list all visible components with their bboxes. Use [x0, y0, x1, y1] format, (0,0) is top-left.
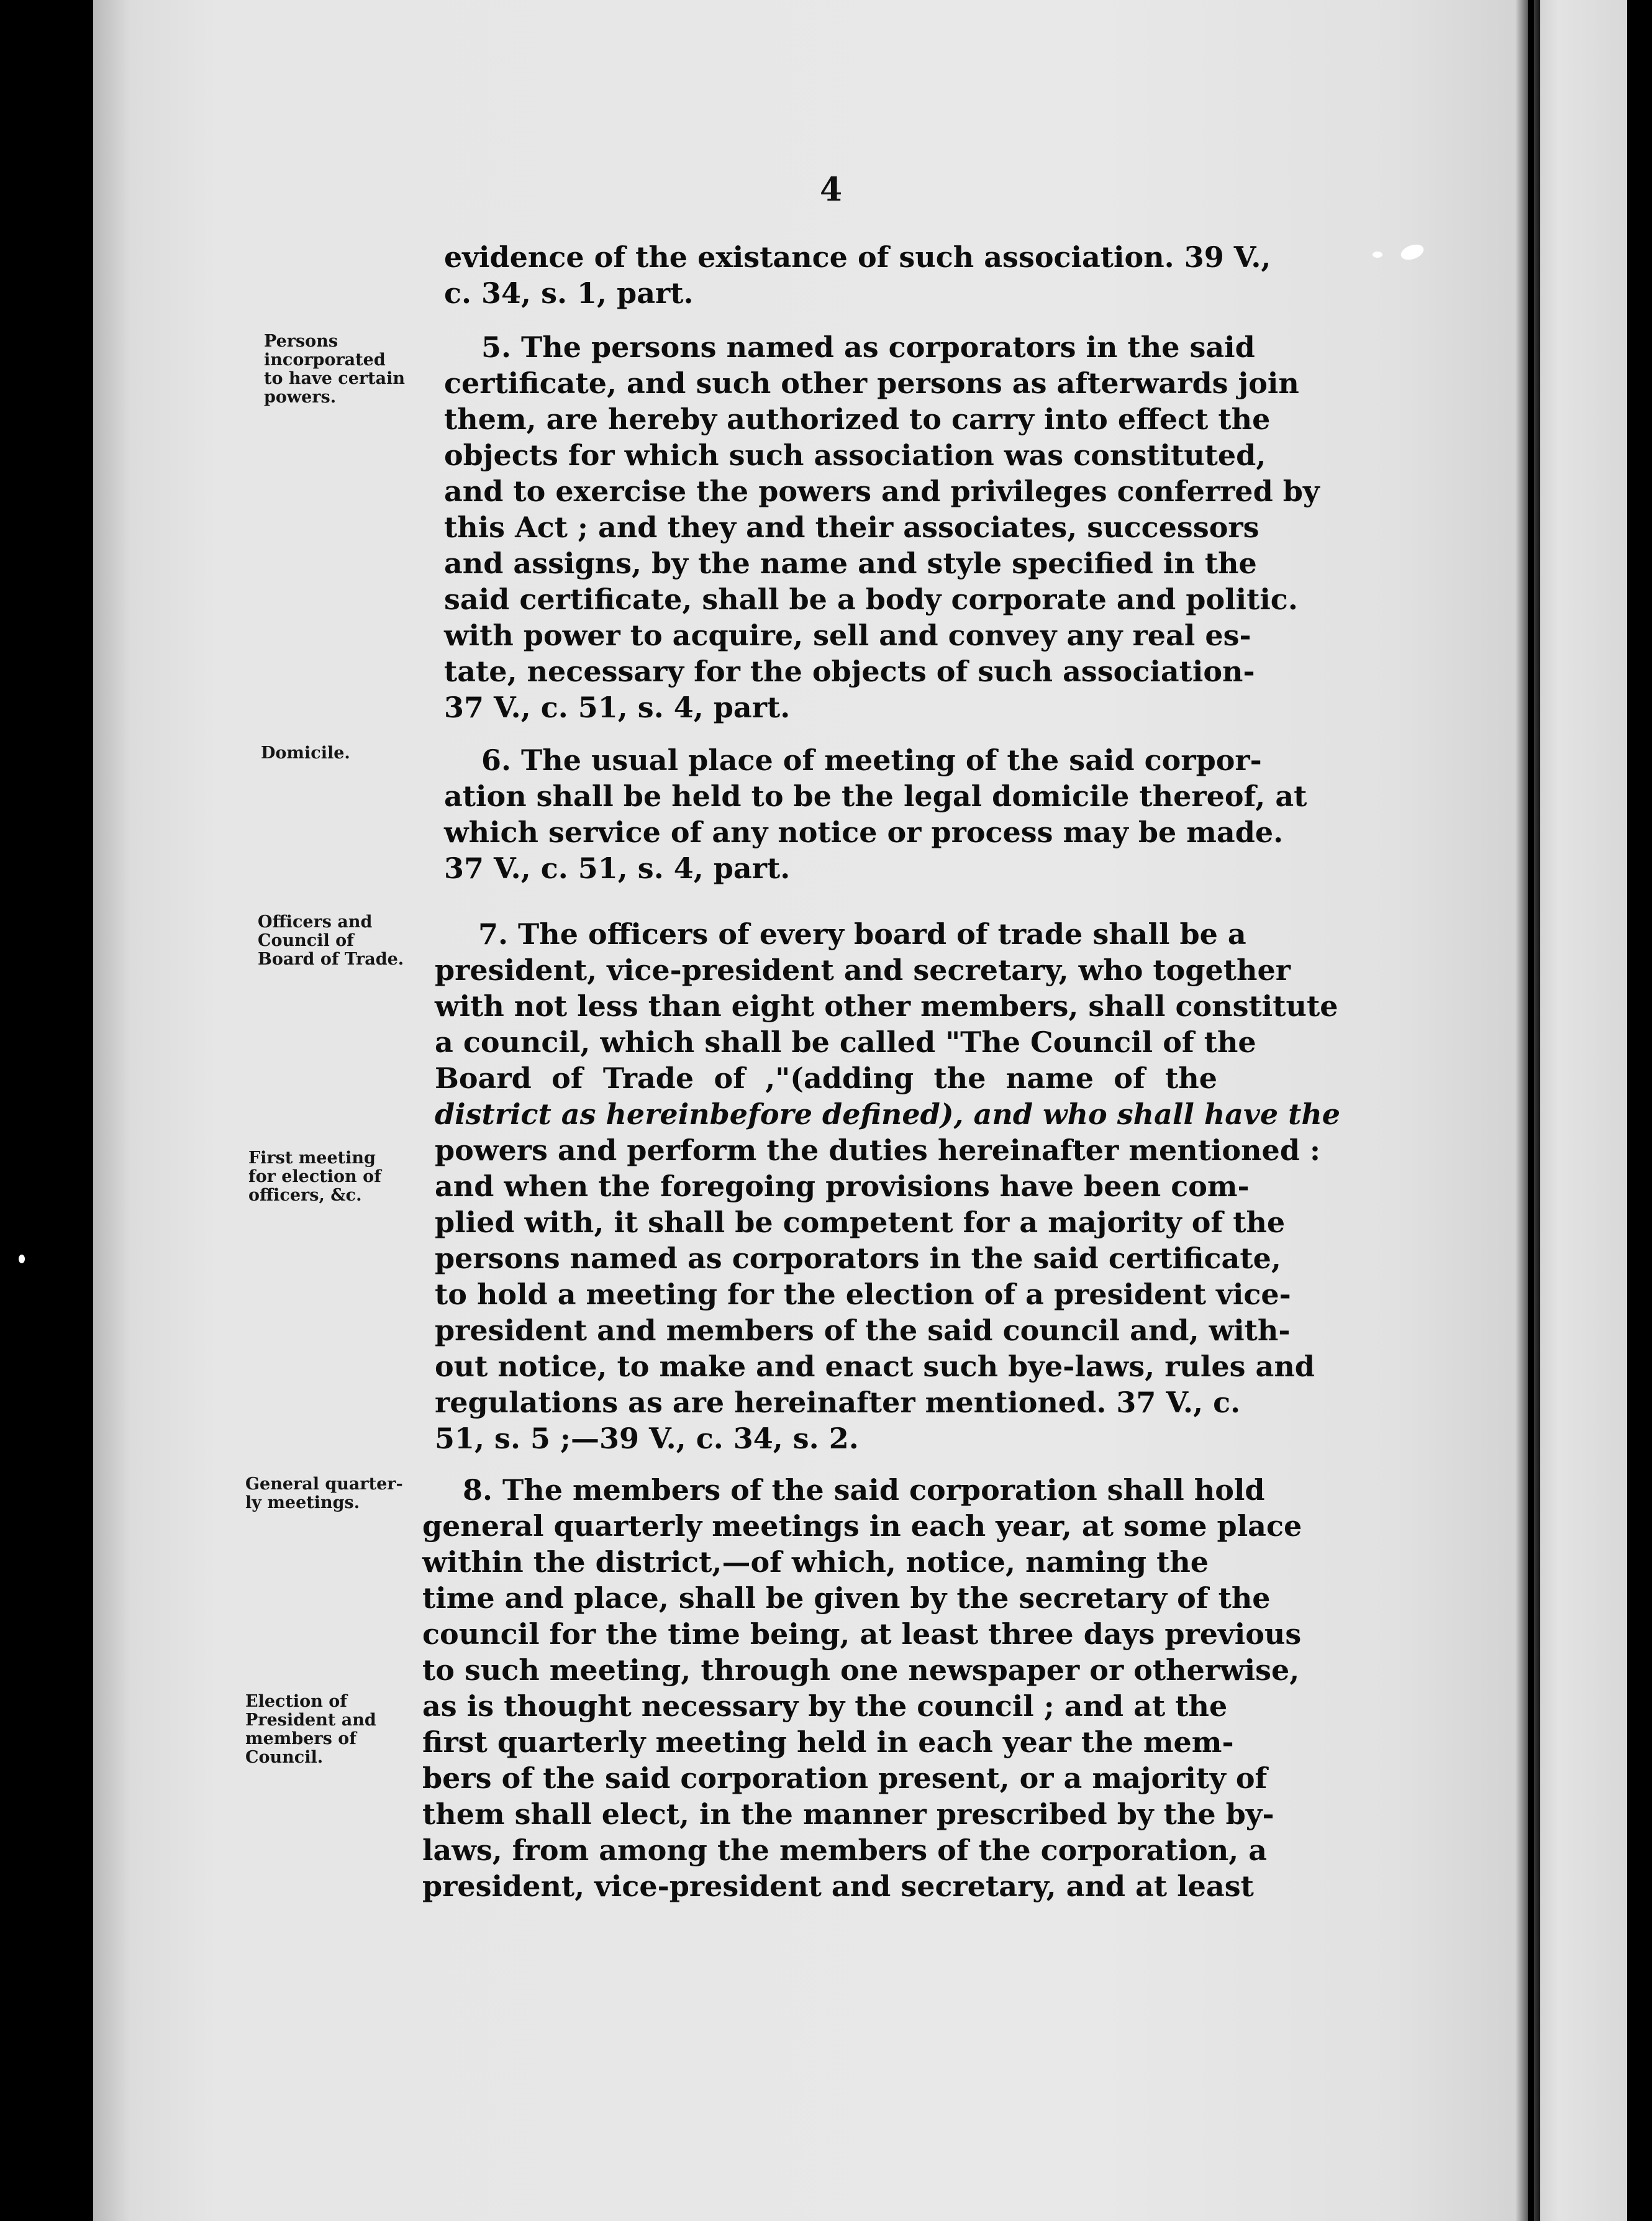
text-line: with power to acquire, sell and convey any real es- [444, 619, 1251, 652]
text-line: a council, which shall be called "The Council of the [435, 1025, 1256, 1059]
text-line: 37 V., c. 51, s. 4, part. [444, 852, 791, 885]
margin-note-section-8: General quarter- ly meetings. [245, 1474, 403, 1512]
facing-page-edge [1534, 0, 1627, 2221]
text-line: 5. The persons named as corporators in the said [481, 330, 1255, 364]
text-line: persons named as corporators in the said certificate, [435, 1242, 1281, 1275]
text-line: and when the foregoing provisions have been com- [435, 1170, 1250, 1203]
text-line: district as hereinbefore defined), and who shall have the [435, 1097, 1341, 1131]
film-scratch [1373, 252, 1382, 258]
text-line: 51, s. 5 ;—39 V., c. 34, s. 2. [435, 1422, 859, 1455]
text-line: certificate, and such other persons as afterwards join [444, 366, 1299, 400]
text-line: objects for which such association was constituted, [444, 438, 1266, 472]
text-line: them, are hereby authorized to carry into effect the [444, 402, 1271, 436]
text-line: president, vice-president and secretary, who together [435, 953, 1291, 987]
margin-note-section-6: Domicile. [261, 743, 350, 763]
text-line: said certificate, shall be a body corporate and politic. [444, 583, 1298, 616]
text-line: them shall elect, in the manner prescribed by the by- [422, 1797, 1274, 1831]
text-line: president and members of the said council and, with- [435, 1314, 1291, 1347]
margin-note-section-7-first-meeting: First meeting for election of officers, &c. [248, 1148, 381, 1205]
text-line: 37 V., c. 51, s. 4, part. [444, 691, 791, 724]
gutter-shadow [1515, 0, 1540, 2221]
text-line: which service of any notice or process may be made. [444, 815, 1284, 849]
text-line: this Act ; and they and their associates, successors [444, 511, 1259, 544]
text-line: time and place, shall be given by the secretary of the [422, 1581, 1271, 1615]
text-line: to hold a meeting for the election of a president vice- [435, 1278, 1291, 1311]
text-line: within the district,—of which, notice, naming the [422, 1545, 1209, 1579]
text-line: 7. The officers of every board of trade shall be a [478, 917, 1246, 951]
section-6-paragraph [444, 742, 1307, 886]
text-line: first quarterly meeting held in each year the mem- [422, 1725, 1234, 1759]
text-line: bers of the said corporation present, or a majority of [422, 1761, 1268, 1795]
text-line: evidence of the existance of such association. 39 V., [444, 240, 1271, 274]
section-8-paragraph [422, 1472, 1302, 1904]
text-line: and to exercise the powers and privileges conferred by [444, 475, 1320, 508]
text-line: tate, necessary for the objects of such association- [444, 655, 1255, 688]
text-line: 6. The usual place of meeting of the said corpor- [481, 743, 1262, 777]
text-line: general quarterly meetings in each year, at some place [422, 1509, 1302, 1543]
text-line: c. 34, s. 1, part. [444, 276, 694, 310]
text-line: regulations as are hereinafter mentioned. 37 V., c. [435, 1386, 1241, 1419]
text-line: council for the time being, at least three days previous [422, 1617, 1302, 1651]
text-line: as is thought necessary by the council ; and at the [422, 1689, 1228, 1723]
text-line: Board of Trade of ,"(adding the name of the [435, 1061, 1217, 1095]
text-line: to such meeting, through one newspaper or otherwise, [422, 1653, 1300, 1687]
text-line: president, vice-president and secretary, and at least [422, 1869, 1254, 1903]
margin-note-section-7: Officers and Council of Board of Trade. [258, 912, 404, 969]
text-line: out notice, to make and enact such bye-laws, rules and [435, 1350, 1315, 1383]
text-line: and assigns, by the name and style specified in the [444, 547, 1257, 580]
page-number: 4 [820, 171, 843, 209]
text-line: with not less than eight other members, shall constitute [435, 989, 1338, 1023]
film-scratch [19, 1255, 25, 1263]
section-5-paragraph [444, 329, 1320, 725]
margin-note-section-8-election: Election of President and members of Council. [245, 1692, 376, 1767]
text-line: plied with, it shall be competent for a majority of the [435, 1206, 1286, 1239]
text-line: laws, from among the members of the corporation, a [422, 1833, 1268, 1867]
text-line: ation shall be held to be the legal domicile thereof, at [444, 779, 1307, 813]
text-line: 8. The members of the said corporation shall hold [463, 1473, 1265, 1507]
section-7-paragraph [435, 916, 1341, 1456]
continuation-paragraph [444, 239, 1271, 311]
text-line: powers and perform the duties hereinafter mentioned : [435, 1133, 1320, 1167]
margin-note-section-5: Persons incorporated to have certain powers. [264, 332, 405, 407]
